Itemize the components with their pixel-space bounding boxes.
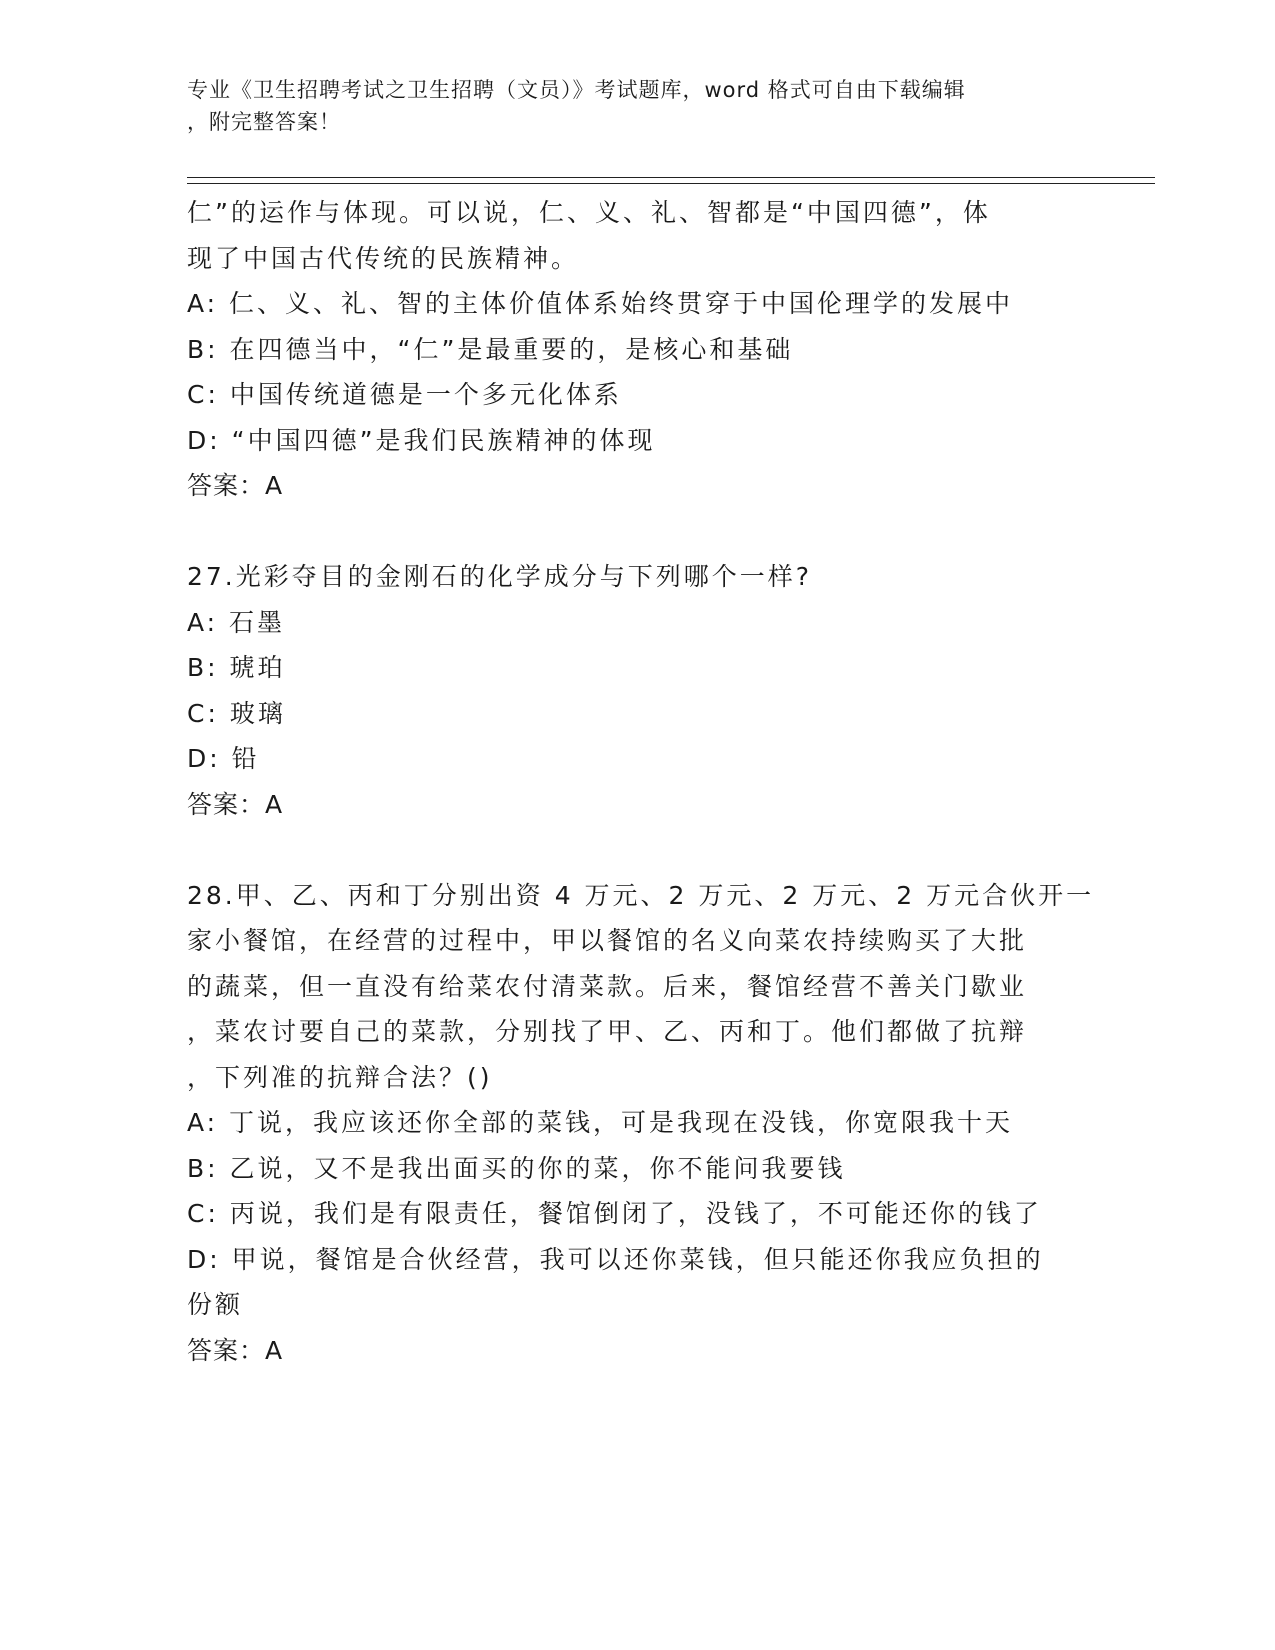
header-line-1: 专业《卫生招聘考试之卫生招聘（文员）》考试题库，word 格式可自由下载编辑	[187, 78, 966, 102]
option-b: B: 在四德当中，“仁”是最重要的，是核心和基础	[187, 334, 794, 364]
question-content	[187, 190, 1095, 1373]
option-d: D: 铅	[187, 744, 260, 773]
question-text-line: 的蔬菜，但一直没有给菜农付清菜款。后来，餐馆经营不善关门歇业	[187, 971, 1028, 1001]
question-26	[187, 190, 1087, 509]
option-a: A: 仁、义、礼、智的主体价值体系始终贯穿于中国伦理学的发展中	[187, 289, 1014, 318]
question-text-line: 27.光彩夺目的金刚石的化学成分与下列哪个一样?	[187, 562, 813, 591]
option-b: B: 琥珀	[187, 653, 286, 682]
option-d: D: 甲说，餐馆是合伙经营，我可以还你菜钱，但只能还你我应负担的	[187, 1244, 1044, 1274]
question-spacer	[187, 509, 1087, 555]
question-text-line: 28.甲、乙、丙和丁分别出资 4 万元、2 万元、2 万元、2 万元合伙开一	[187, 880, 1095, 910]
document-header	[187, 74, 1067, 138]
option-a: A: 石墨	[187, 607, 286, 637]
question-text-line: ，菜农讨要自己的菜款，分别找了甲、乙、丙和丁。他们都做了抗辩	[187, 1017, 1028, 1046]
question-text-line: ，下列准的抗辩合法？()	[187, 1062, 493, 1092]
header-line-2: ，附完整答案！	[187, 110, 341, 134]
option-c: C: 玻璃	[187, 698, 286, 728]
option-d: D: “中国四德”是我们民族精神的体现	[187, 425, 656, 455]
option-c: C: 中国传统道德是一个多元化体系	[187, 380, 622, 409]
question-text-line: 现了中国古代传统的民族精神。	[187, 243, 580, 273]
header-rule-bottom	[187, 183, 1155, 184]
question-text-line: 仁”的运作与体现。可以说，仁、义、礼、智都是“中国四德”，体	[187, 198, 991, 227]
answer-label: 答案：A	[187, 1335, 284, 1365]
option-b: B: 乙说，又不是我出面买的你的菜，你不能问我要钱	[187, 1153, 846, 1183]
answer-label: 答案：A	[187, 789, 284, 819]
question-spacer	[187, 827, 1087, 873]
option-c: C: 丙说，我们是有限责任，餐馆倒闭了，没钱了，不可能还你的钱了	[187, 1199, 1042, 1228]
question-text-line: 家小餐馆，在经营的过程中，甲以餐馆的名义向菜农持续购买了大批	[187, 926, 1028, 955]
question-27	[187, 554, 1087, 827]
option-a: A: 丁说，我应该还你全部的菜钱，可是我现在没钱，你宽限我十天	[187, 1108, 1014, 1137]
option-d-continued: 份额	[187, 1290, 244, 1319]
answer-label: 答案：A	[187, 471, 284, 500]
question-28	[187, 873, 1095, 1374]
header-rule-top	[187, 177, 1155, 178]
